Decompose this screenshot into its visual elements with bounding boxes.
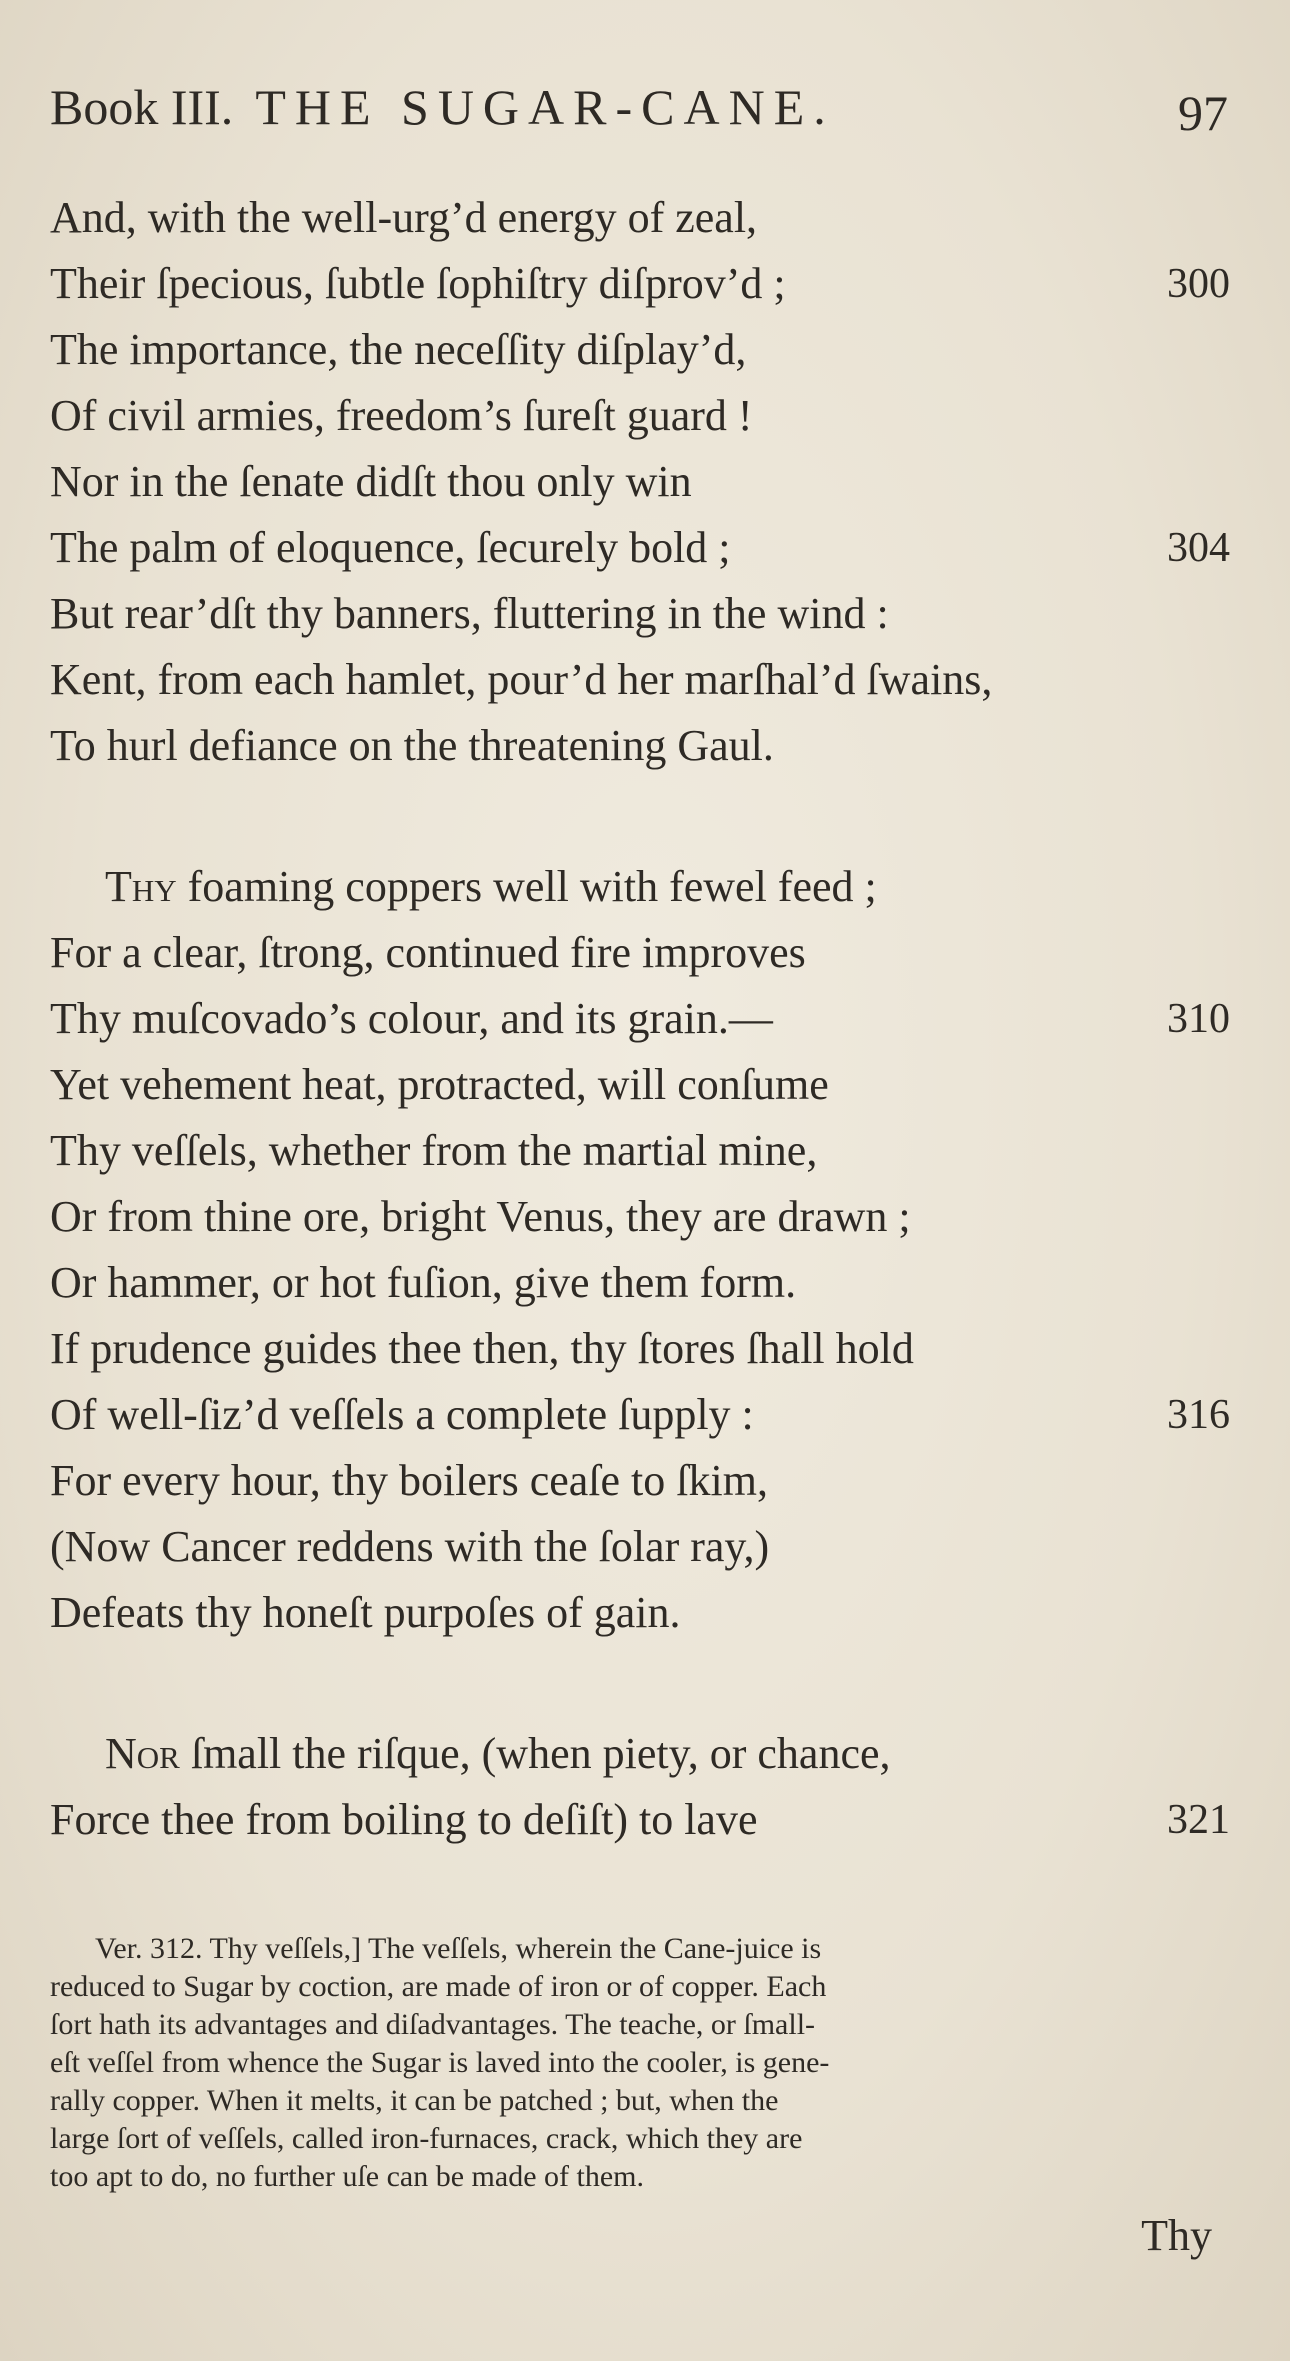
footnote-line: reduced to Sugar by coction, are made of iron or of copper. Each bbox=[50, 1970, 827, 2003]
line-number: 321 bbox=[1167, 1797, 1230, 1843]
book-label: Book III. bbox=[50, 79, 234, 135]
verse-line: (Now Cancer reddens with the ſolar ray,) bbox=[50, 1522, 770, 1571]
verse-line: Thy foaming coppers well with fewel feed ; bbox=[105, 862, 877, 911]
verse-line: Yet vehement heat, protracted, will conſume bbox=[50, 1060, 829, 1109]
footnote-line: eſt veſſel from whence the Sugar is laved into the cooler, is gene- bbox=[50, 2046, 830, 2079]
verse-line: Of well-ſiz’d veſſels a complete ſupply : 316 bbox=[50, 1382, 1230, 1448]
verse-line: Nor ſmall the riſque, (when piety, or chance, bbox=[105, 1729, 891, 1778]
catchword: Thy bbox=[1141, 2211, 1212, 2260]
verse-line: To hurl defiance on the threatening Gaul. bbox=[50, 721, 774, 770]
running-head bbox=[50, 78, 835, 136]
poem-text bbox=[50, 185, 1230, 1853]
footnote-line: rally copper. When it melts, it can be patched ; but, when the bbox=[50, 2084, 779, 2117]
footnote-line: too apt to do, no further uſe can be made of them. bbox=[50, 2160, 644, 2193]
small-caps-opening: Thy bbox=[105, 862, 177, 911]
line-number: 304 bbox=[1167, 525, 1230, 571]
verse-line: For a clear, ſtrong, continued fire improves bbox=[50, 928, 806, 977]
verse-line: Of civil armies, freedom’s ſureſt guard ! bbox=[50, 391, 753, 440]
footnote-line: large ſort of veſſels, called iron-furnaces, crack, which they are bbox=[50, 2122, 803, 2155]
footnote bbox=[50, 1930, 1230, 2196]
line-number: 300 bbox=[1167, 261, 1230, 307]
line-number: 316 bbox=[1167, 1392, 1230, 1438]
running-title: THE SUGAR-CANE. bbox=[255, 79, 835, 135]
verse-line: Their ſpecious, ſubtle ſophiſtry diſprov’d ; 300 bbox=[50, 251, 1230, 317]
footnote-line: ſort hath its advantages and diſadvantages. The teache, or ſmall- bbox=[50, 2008, 816, 2041]
verse-line: But rear’dſt thy banners, fluttering in the wind : bbox=[50, 589, 889, 638]
stanza-break bbox=[50, 1646, 1230, 1721]
line-number: 310 bbox=[1167, 996, 1230, 1042]
verse-line: Nor in the ſenate didſt thou only win bbox=[50, 457, 692, 506]
verse-line: Thy veſſels, whether from the martial mine, bbox=[50, 1126, 818, 1175]
verse-line: Defeats thy honeſt purpoſes of gain. bbox=[50, 1588, 681, 1637]
verse-line: For every hour, thy boilers ceaſe to ſkim, bbox=[50, 1456, 768, 1505]
verse-line: And, with the well-urg’d energy of zeal, bbox=[50, 193, 758, 242]
footnote-line: Ver. 312. Thy veſſels,] The veſſels, wherein the Cane-juice is bbox=[95, 1932, 822, 1965]
small-caps-opening: Nor bbox=[105, 1729, 180, 1778]
verse-line: The importance, the neceſſity diſplay’d, bbox=[50, 325, 747, 374]
page-number: 97 bbox=[1178, 85, 1228, 141]
verse-line: Or from thine ore, bright Venus, they are drawn ; bbox=[50, 1192, 911, 1241]
page-header bbox=[50, 70, 1230, 150]
verse-line: Force thee from boiling to deſiſt) to lave 321 bbox=[50, 1787, 1230, 1853]
verse-line: Thy muſcovado’s colour, and its grain.— 310 bbox=[50, 986, 1230, 1052]
verse-line: Or hammer, or hot fuſion, give them form. bbox=[50, 1258, 797, 1307]
verse-line: If prudence guides thee then, thy ſtores ſhall hold bbox=[50, 1324, 914, 1373]
stanza-break bbox=[50, 779, 1230, 854]
verse-line: Kent, from each hamlet, pour’d her marſhal’d ſwains, bbox=[50, 655, 993, 704]
verse-line: The palm of eloquence, ſecurely bold ; 304 bbox=[50, 515, 1230, 581]
